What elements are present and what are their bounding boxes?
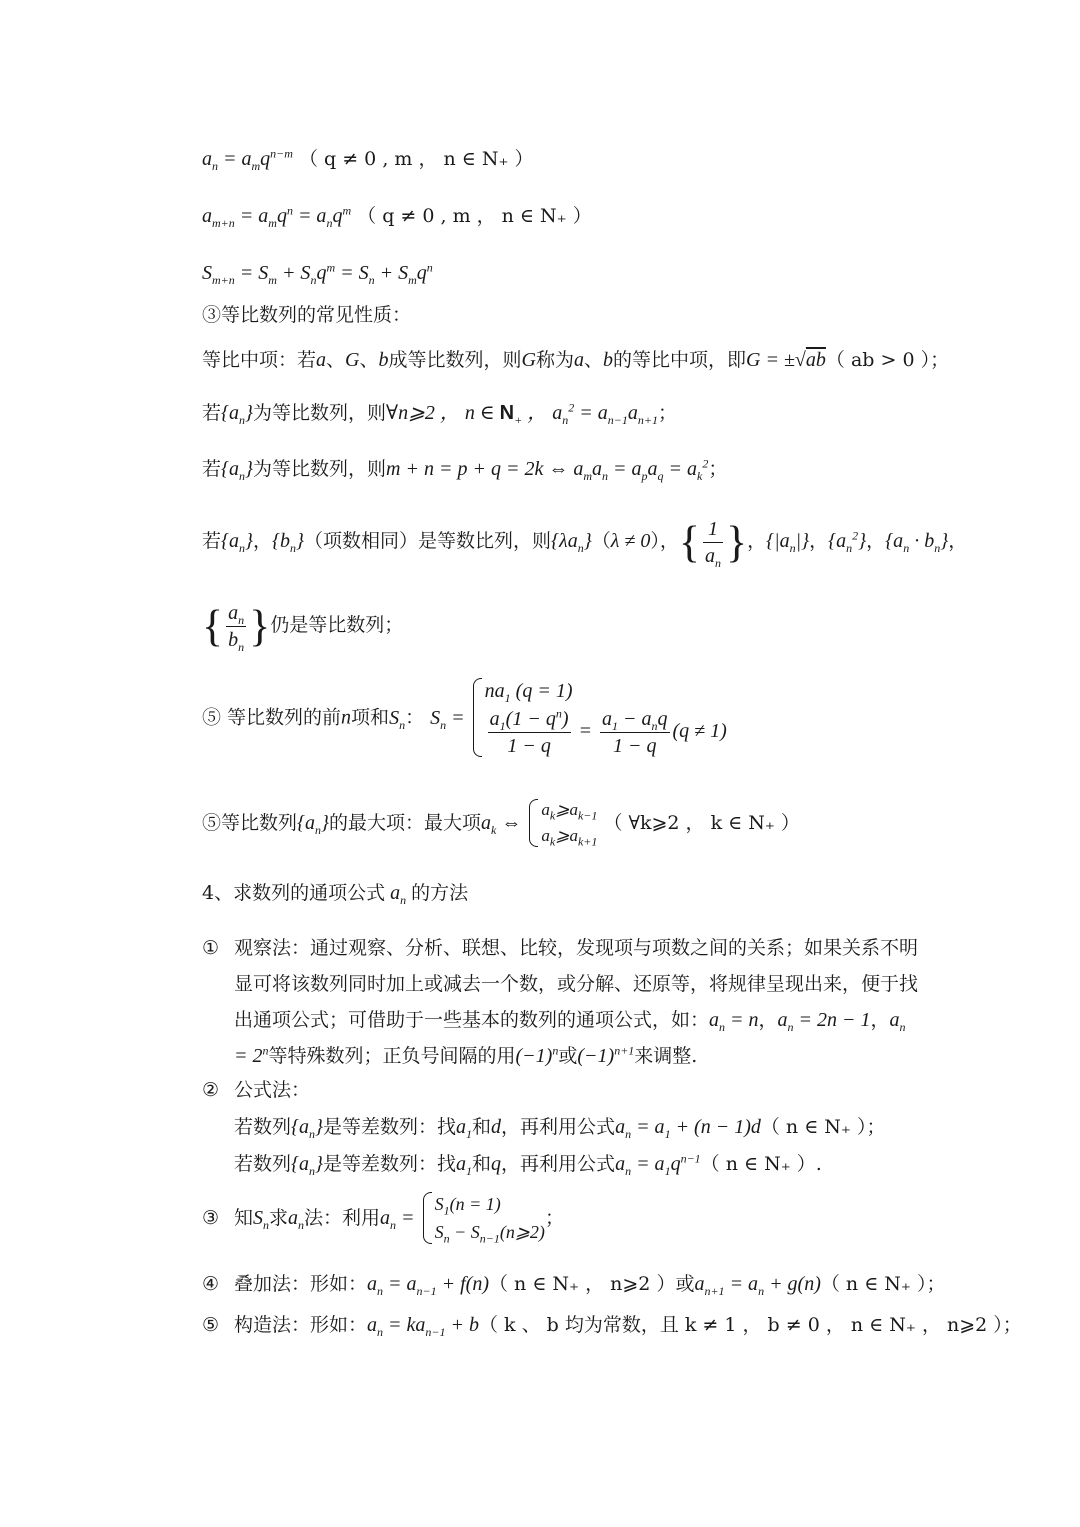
method2-arithmetic: 若数列$\{a_n\}$是等差数列：找$a_1$和d，再利用公式$a_n = a_1 + (n - 1)d$（ n ∈ N₊ ）； [234,1116,886,1141]
method5-number: ⑤ [202,1314,220,1336]
formula-index-sum: $a_{m+n} = a_mq^n = a_nq^m$ （ q ≠ 0 , m ， n ∈ N₊ ） [202,203,592,230]
geometric-sum-formula: ⑤ 等比数列的前n项和$S_n$： $S_n$ = $na_1$ (q = 1) $\frac{a_1(1 - q^n)}{1 - q}$ = $\frac{a_1 - a_nq}{1 - q}$ (q ≠ 1) [202,676,727,759]
method4-number: ④ [202,1273,220,1295]
formula-index-sum-condition: （ q ≠ 0 , m ， n ∈ N₊ ） [357,205,592,227]
method4-accumulation: 叠加法：形如：$a_n = a_{n-1} + f(n)$（ n ∈ N₊ ， n⩾2 ）或$a_{n+1} = a_n + g(n)$（ n ∈ N₊ ）； [234,1273,946,1298]
method1-number: ① [202,937,220,959]
property-index-equal: 若$\{a_n\}$为等比数列，则m + n = p + q = 2k ⇔ $a_ma_n = a_pa_q = a_k^2$； [202,456,728,483]
max-cases: $a_k⩾a_{k-1}$ $a_k⩾a_{k+1}$ [527,797,597,849]
method2-heading: 公式法： [234,1079,311,1101]
property-derived-sequences: 若$\{a_n\}$，$\{b_n\}$（项数相同）是等数比列，则$\{\lambda a_n\}(\lambda \ne 0)$，{ $\frac{1}{a_n}$ }，$\{|a_n|\}$，$\{a_n^2\}$，$\{a_n \cdot b_n\}$， [202,517,968,570]
property-ratio-sequence: { $\frac{a_n}{b_n}$ }仍是等比数列； [202,601,404,654]
method3-from-sum: 知$S_n$求$a_n$法：利用$a_n$ = $S_1(n = 1)$ $S_n$ − $S_{n-1}(n⩾2)$ ； [234,1190,564,1246]
formula-general-term-condition: （ q ≠ 0 , m ， n ∈ N₊ ） [298,148,534,170]
formula-general-term: $a_n = a_mq^{n-m}$ （ q ≠ 0 , m ， n ∈ N₊ ） [202,146,534,173]
sum-cases: $na_1$ (q = 1) $\frac{a_1(1 - q^n)}{1 - q}$ = $\frac{a_1 - a_nq}{1 - q}$ (q ≠ 1) [471,676,727,759]
section4-heading: 4、求数列的通项公式 $a_n$ 的方法 [202,882,469,907]
property-square-middle: 若$\{a_n\}$为等比数列，则∀n⩾2 ， n ∈ $N_+$ ， $a_n^2 = a_{n-1}a_{n+1}$； [202,400,677,427]
max-term: ⑤等比数列$\{a_n\}$的最大项：最大项$a_k$ ⇔ $a_k⩾a_{k-1}$ $a_k⩾a_{k+1}$ （ ∀k⩾2 ， k ∈ N₊ ） [202,797,800,849]
formula-partial-sum: $S_{m+n} = S_m + S_nq^m = S_n + S_mq^n$ [202,260,433,287]
sum-to-term-cases: $S_1(n = 1)$ $S_n$ − $S_{n-1}(n⩾2)$ [421,1190,545,1246]
method2-number: ② [202,1079,220,1101]
method1-observation: 观察法：通过观察、分析、联想、比较，发现项与项数之间的关系；如果关系不明显可将该数列同时加上或减去一个数，或分解、还原等，将规律呈现出来，便于找出通项公式；可借助于一些基本的数列的通项公式，如：$a_n = n$，$a_n = 2n - 1$，$a_n = 2^n$等特殊数列；正负号间隔的用$(-1)^n$或$(-1)^{n+1}$来调整. [234,937,919,1067]
method5-construction: 构造法：形如：$a_n = ka_{n-1} + b$（ k 、 b 均为常数，且 k ≠ 1 ， b ≠ 0 ， n ∈ N₊ ， n⩾2 ）； [234,1314,1022,1339]
section3-heading: ③等比数列的常见性质： [202,304,412,326]
method3-number: ③ [202,1207,220,1229]
method2-geometric: 若数列$\{a_n\}$是等差数列：找$a_1$和q，再利用公式$a_n = a_1q^{n-1}$（ n ∈ N₊ ）. [234,1151,822,1178]
geometric-mean: 等比中项：若a、G、b成等比数列，则G称为a、b的等比中项，即G = ±√ab（ ab > 0 ）； [202,349,950,371]
